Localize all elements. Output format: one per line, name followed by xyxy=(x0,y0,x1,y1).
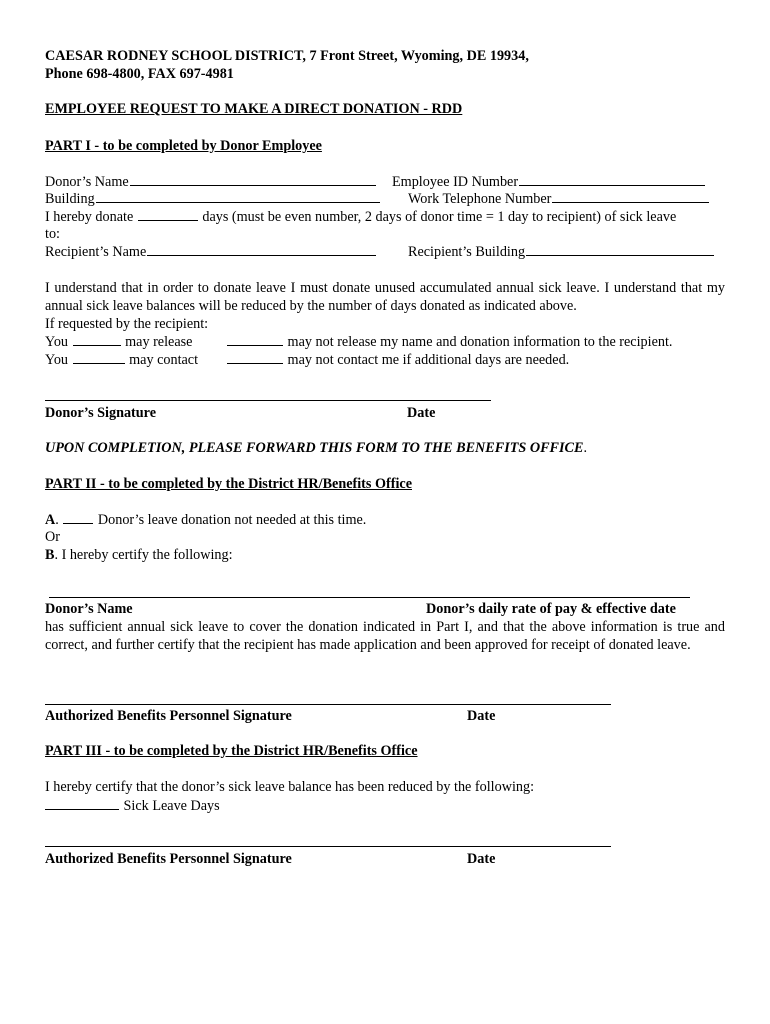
part2-donor-name-label: Donor’s Name xyxy=(45,601,133,617)
you-label-1: You xyxy=(45,334,69,350)
may-release-label: may release xyxy=(125,334,193,350)
employee-id-field[interactable] xyxy=(519,173,705,186)
donor-signature-label: Donor’s Signature xyxy=(45,405,157,421)
part3-date-label: Date xyxy=(467,851,496,867)
forward-note-period: . xyxy=(583,440,587,456)
option-a-text: Donor’s leave donation not needed at this time. xyxy=(97,512,367,528)
to-label: to: xyxy=(45,226,60,242)
may-not-release-label: may not release my name and donation information to the recipient. xyxy=(287,334,673,350)
recipient-name-row xyxy=(45,243,377,261)
part2-heading: PART II - to be completed by the District HR/Benefits Office xyxy=(45,476,412,492)
recipient-building-label: Recipient’s Building xyxy=(408,244,526,260)
part3-auth-signature-label: Authorized Benefits Personnel Signature xyxy=(45,851,292,867)
work-phone-row xyxy=(408,190,710,208)
part1-heading: PART I - to be completed by Donor Employee xyxy=(45,138,322,154)
option-b-text: . I hereby certify the following: xyxy=(54,547,233,563)
may-not-release-field[interactable] xyxy=(227,333,283,346)
employee-id-row xyxy=(392,173,706,191)
donate-days-field[interactable] xyxy=(138,208,198,221)
work-phone-label: Work Telephone Number xyxy=(408,191,552,207)
part2-certify-paragraph: has sufficient annual sick leave to cover the donation indicated in Part I, and that the above information is true and correct, and further certify that the recipient has made application and been approved for receipt of donated leave. xyxy=(45,619,725,653)
donor-name-row xyxy=(45,173,377,191)
may-not-contact-field[interactable] xyxy=(227,351,283,364)
part2-auth-signature-line[interactable] xyxy=(45,704,611,705)
option-a-row: A. Donor’s leave donation not needed at this time. xyxy=(45,512,367,528)
donor-name-field[interactable] xyxy=(130,173,376,186)
recipient-building-field[interactable] xyxy=(526,243,714,256)
donate-prefix: I hereby donate xyxy=(45,209,134,225)
release-row xyxy=(45,333,192,351)
part3-heading: PART III - to be completed by the District HR/Benefits Office xyxy=(45,743,418,759)
may-contact-field[interactable] xyxy=(73,351,125,364)
donor-date-label: Date xyxy=(407,405,436,421)
donor-name-rate-line[interactable] xyxy=(49,597,690,598)
option-a-letter: A xyxy=(45,512,56,528)
recipient-name-field[interactable] xyxy=(147,243,376,256)
forward-note-text: UPON COMPLETION, PLEASE FORWARD THIS FORM TO THE BENEFITS OFFICE xyxy=(45,440,584,456)
part2-date-label: Date xyxy=(467,708,496,724)
option-b-letter: B xyxy=(45,547,55,563)
option-b-row xyxy=(45,547,233,564)
district-phone-fax: Phone 698-4800, FAX 697-4981 xyxy=(45,66,234,82)
may-release-field[interactable] xyxy=(73,333,121,346)
daily-rate-label: Donor’s daily rate of pay & effective date xyxy=(426,601,676,617)
not-contact-row xyxy=(226,351,569,369)
part3-certify-text: I hereby certify that the donor’s sick leave balance has been reduced by the following: xyxy=(45,779,535,795)
may-contact-label: may contact xyxy=(129,352,199,368)
or-text: Or xyxy=(45,529,60,545)
employee-id-label: Employee ID Number xyxy=(392,174,519,190)
work-phone-field[interactable] xyxy=(552,190,709,203)
part3-auth-signature-line[interactable] xyxy=(45,846,611,847)
not-release-row xyxy=(226,333,672,351)
you-label-2: You xyxy=(45,352,69,368)
sick-leave-days-label: Sick Leave Days xyxy=(123,798,220,814)
form-title: EMPLOYEE REQUEST TO MAKE A DIRECT DONATION - RDD xyxy=(45,101,463,117)
donate-suffix: days (must be even number, 2 days of donor time = 1 day to recipient) of sick leave xyxy=(202,209,677,225)
building-field[interactable] xyxy=(96,190,380,203)
if-requested-text: If requested by the recipient: xyxy=(45,316,209,332)
sick-leave-days-field[interactable] xyxy=(45,797,119,810)
building-label: Building xyxy=(45,191,95,207)
donor-signature-line[interactable] xyxy=(45,400,491,401)
contact-row xyxy=(45,351,198,369)
part2-auth-signature-label: Authorized Benefits Personnel Signature xyxy=(45,708,292,724)
recipient-name-label: Recipient’s Name xyxy=(45,244,147,260)
donor-name-label: Donor’s Name xyxy=(45,174,129,190)
may-not-contact-label: may not contact me if additional days are needed. xyxy=(287,352,570,368)
building-row xyxy=(45,190,381,208)
sick-leave-days-row xyxy=(45,797,220,815)
district-address: CAESAR RODNEY SCHOOL DISTRICT, 7 Front Street, Wyoming, DE 19934, xyxy=(45,48,529,64)
option-a-field[interactable] xyxy=(63,511,93,524)
donate-days-row xyxy=(45,208,676,226)
understand-paragraph: I understand that in order to donate leave I must donate unused accumulated annual sick leave. I understand that my annual sick leave balances will be reduced by the number of days donated as indicated above. xyxy=(45,280,725,314)
forward-note xyxy=(45,440,587,457)
recipient-building-row xyxy=(408,243,715,261)
